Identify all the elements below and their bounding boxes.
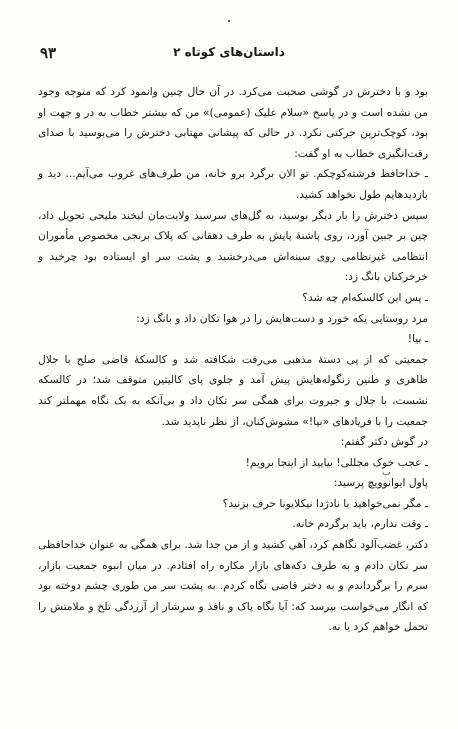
dialogue-line: ـ پس این کالسکه‌ام چه شد؟	[302, 290, 428, 304]
page-header	[40, 44, 418, 64]
paragraph: جمعیتی که از پی دستهٔ مذهبی می‌رفت شکافته شد و کالسکهٔ قاضی صلح با جلال ظاهری و طنین زنگوله‌هایش پیش آمد و جلوی پای کالیتین متوقف شد؛ در کالسکه نشست، با جلال و جبروت برای همگی سر تکان داد و بی‌آنکه به یک نگاه مهملتر کند جمعیت را با فریادهای «بپا!» مشوش‌کنان، از نظر ناپدید شد.	[38, 352, 428, 428]
dialogue-line: ـ بیا!	[407, 332, 428, 346]
body-text	[38, 82, 428, 638]
top-dot	[228, 20, 230, 22]
paragraph: مرد روستایی یکه خورد و دست‌هایش را در هوا تکان داد و بانگ زد:	[136, 311, 428, 325]
dialogue-line: ـ وقت ندارم، باید برگردم خانه.	[292, 517, 428, 531]
paragraph: پاول ایوانوویچ پرسید:	[333, 476, 428, 490]
margin-mark: ب	[382, 468, 391, 478]
dialogue-line: ـ عجب خوک مجللی! بیایید از اینجا برویم!	[245, 455, 428, 469]
paragraph: بود و با دخترش در گوشی صحبت می‌کرد. در آن حال چنین وانمود کرد که متوجه وجود من نشده است و در پاسخ «سلام علیک (عمومی)» من که بیشتر خطاب به در و جهت او بود، کوچک‌ترین حرکتی نکرد. در حالی که پیشانی مهتابی دخترش را می‌بوسید با صدای رقت‌انگیزی خطاب به او گفت:	[38, 85, 428, 160]
page-number: ۹۳	[40, 44, 57, 62]
running-title: داستان‌های کوتاه ۲	[173, 45, 285, 59]
dialogue-line: ـ خداحافظ فرشته‌کوچکم. تو الان برگرد برو خانه، من طرف‌های غروب می‌آیم... دید و بازدیدهایم طول نخواهد کشید.	[38, 167, 428, 201]
paragraph: در گوش دکتر گفتم:	[340, 435, 428, 449]
paragraph: دکتر، غضب‌آلود نگاهم کرد، آهی کشید و از من جدا شد. برای همگی به عنوان خداحافظی سر تکان دادم و به طرف دکه‌های بازار مکاره راه افتادم. در میان انبوه جمعیت بازار، سرم را برگرداندم و به دختر قاضی نگاه کردم. به پشت سر من طوری چشم دوخته بود که انگار می‌خواست بپرسد که: آیا نگاه پاک و نافذ و سرشار از آزردگی تلخ و ملامتش را تحمل خواهم کرد یا نه.	[38, 538, 428, 634]
dialogue-line: ـ مگر نمی‌خواهید با نادژدا نیکلایونا حرف بزنید؟	[222, 496, 428, 510]
paragraph: سپس دخترش را بار دیگر بوسید، به گل‌های سرسبد ولایت‌مان لبخند ملیحی تحویل داد، چین بر جبین آورد، روی پاشنهٔ پایش به طرف دهقانی که پلاک برنجی مخصوص مأموران انتظامی غیرنظامی روی سینه‌اش می‌درخشید و پشت سر او ایستاده بود چرخید و خرخرکنان بانگ زد:	[38, 208, 428, 284]
